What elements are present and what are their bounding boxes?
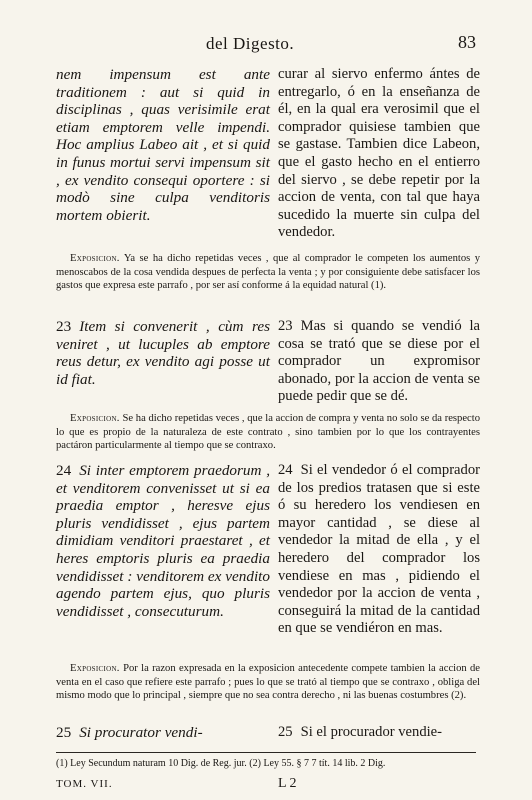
paragraph-number: 24 (56, 462, 72, 479)
spanish-column (278, 66, 480, 242)
commentary-text: Por la razon expresada en la exposicion antecedente compete tambien la accion de venta en el caso que refiere este parrafo ; pues lo que se trató al tiempo que se contraxo , obliga del mismo modo que lo principal , siempre que no sea contra derecho , ni las buenas costumbres (2). (56, 663, 480, 702)
page-footer (56, 778, 480, 794)
latin-column (56, 724, 270, 742)
spanish-column (278, 724, 480, 742)
commentary-text: Se ha dicho repetidas veces , que la accion de compra y venta no solo se da respecto lo que es propio de la naturaleza de este contrato , sino tambien por lo que los contrayentes pactáron particularmente al tiempo que se contraxo. (56, 413, 480, 452)
spanish-column (278, 318, 480, 406)
volume-label: TOM. VII. (56, 778, 113, 790)
paragraph-number: 23 (56, 318, 72, 335)
spanish-text: curar al siervo enfermo ántes de entregarlo, ó en la enseñanza de él, en la qual era verosimil que el comprador quisiese tambien que se gastase. Tambien dice Labeon, que el gasto hecho en el entierro del siervo , se debe repetir por la accion de venta, con tal que haya sucedido la muerte sin culpa del vendedor. (278, 66, 480, 241)
spanish-text: Si el procurador vendie- (300, 724, 443, 740)
latin-text: Si inter emptorem praedorum , et venditorem convenisset ut si ea praedia emptor , heresve ejus pluris vendidisset , ejus partem dimidiam venditori praestaret , et heres emptoris pluris ea praedia vendidisset : venditorem ex vendito agendo partem ejus, quo pluris vendidisset , consecuturum. (56, 462, 270, 620)
paragraph-number: 25 (56, 724, 72, 741)
paragraph-number: 23 (278, 318, 293, 334)
paragraph-number: 24 (278, 462, 293, 478)
spanish-text: Si el vendedor ó el comprador de los predios tratasen que si este ó su heredero los vendiesen en mayor cantidad , se diese al vendedor la mitad de ella , y el heredero del comprador los vendiese en mas , pidiendo el vendedor por la accion de venta , conseguirá la mitad de la cantidad en que se vendiéron en mas. (278, 462, 480, 637)
latin-text: Si procurator vendi- (79, 724, 203, 741)
page-header (56, 34, 476, 56)
commentary-1 (56, 252, 480, 293)
latin-column (56, 462, 270, 620)
signature-mark: L 2 (278, 776, 297, 791)
running-title: del Digesto. (206, 34, 295, 53)
text-block-23 (56, 318, 480, 408)
page-number: 83 (458, 32, 476, 52)
latin-text: Item si convenerit , cùm res veniret , ut lucuples ab emptore reus detur, ex vendito agi posse ut id fiat. (56, 318, 270, 388)
latin-text: nem impensum est ante traditionem : aut si quid in disciplinas , quas verisimile erat etiam emptorem velle impendi. Hoc amplius Labeo ait , et si quid in funus mortui servi impensum sit , ex vendito consequi oportere : si modò sine culpa venditoris mortem obierit. (56, 66, 270, 224)
commentary-label: Exposicion. (70, 663, 120, 674)
latin-column (56, 66, 270, 224)
footnote-rule (56, 752, 476, 753)
commentary-label: Exposicion. (70, 413, 120, 424)
footnotes: (1) Ley Secundum naturam 10 Dig. de Reg. jur. (2) Ley 55. § 7 7 tít. 14 lib. 2 Dig. (56, 758, 386, 769)
spanish-text: Mas si quando se vendió la cosa se trató que se diese por el comprador un expromisor abonado, por la accion de venta se puede pedir que se dé. (278, 318, 480, 405)
spanish-column (278, 462, 480, 638)
commentary-3 (56, 662, 480, 703)
commentary-label: Exposicion. (70, 253, 120, 264)
text-block-25 (56, 724, 480, 744)
text-block-24 (56, 462, 480, 660)
text-block-continuation (56, 66, 480, 246)
latin-column (56, 318, 270, 388)
commentary-2 (56, 412, 480, 453)
paragraph-number: 25 (278, 724, 293, 740)
commentary-text: Ya se ha dicho repetidas veces , que al comprador le competen los aumentos y menoscabos de la cosa vendida despues de perfecta la venta ; y por consiguiente debe satisfacer los gastos que expresa este parrafo , por ser así conforme á la equidad natural (1). (56, 253, 480, 292)
